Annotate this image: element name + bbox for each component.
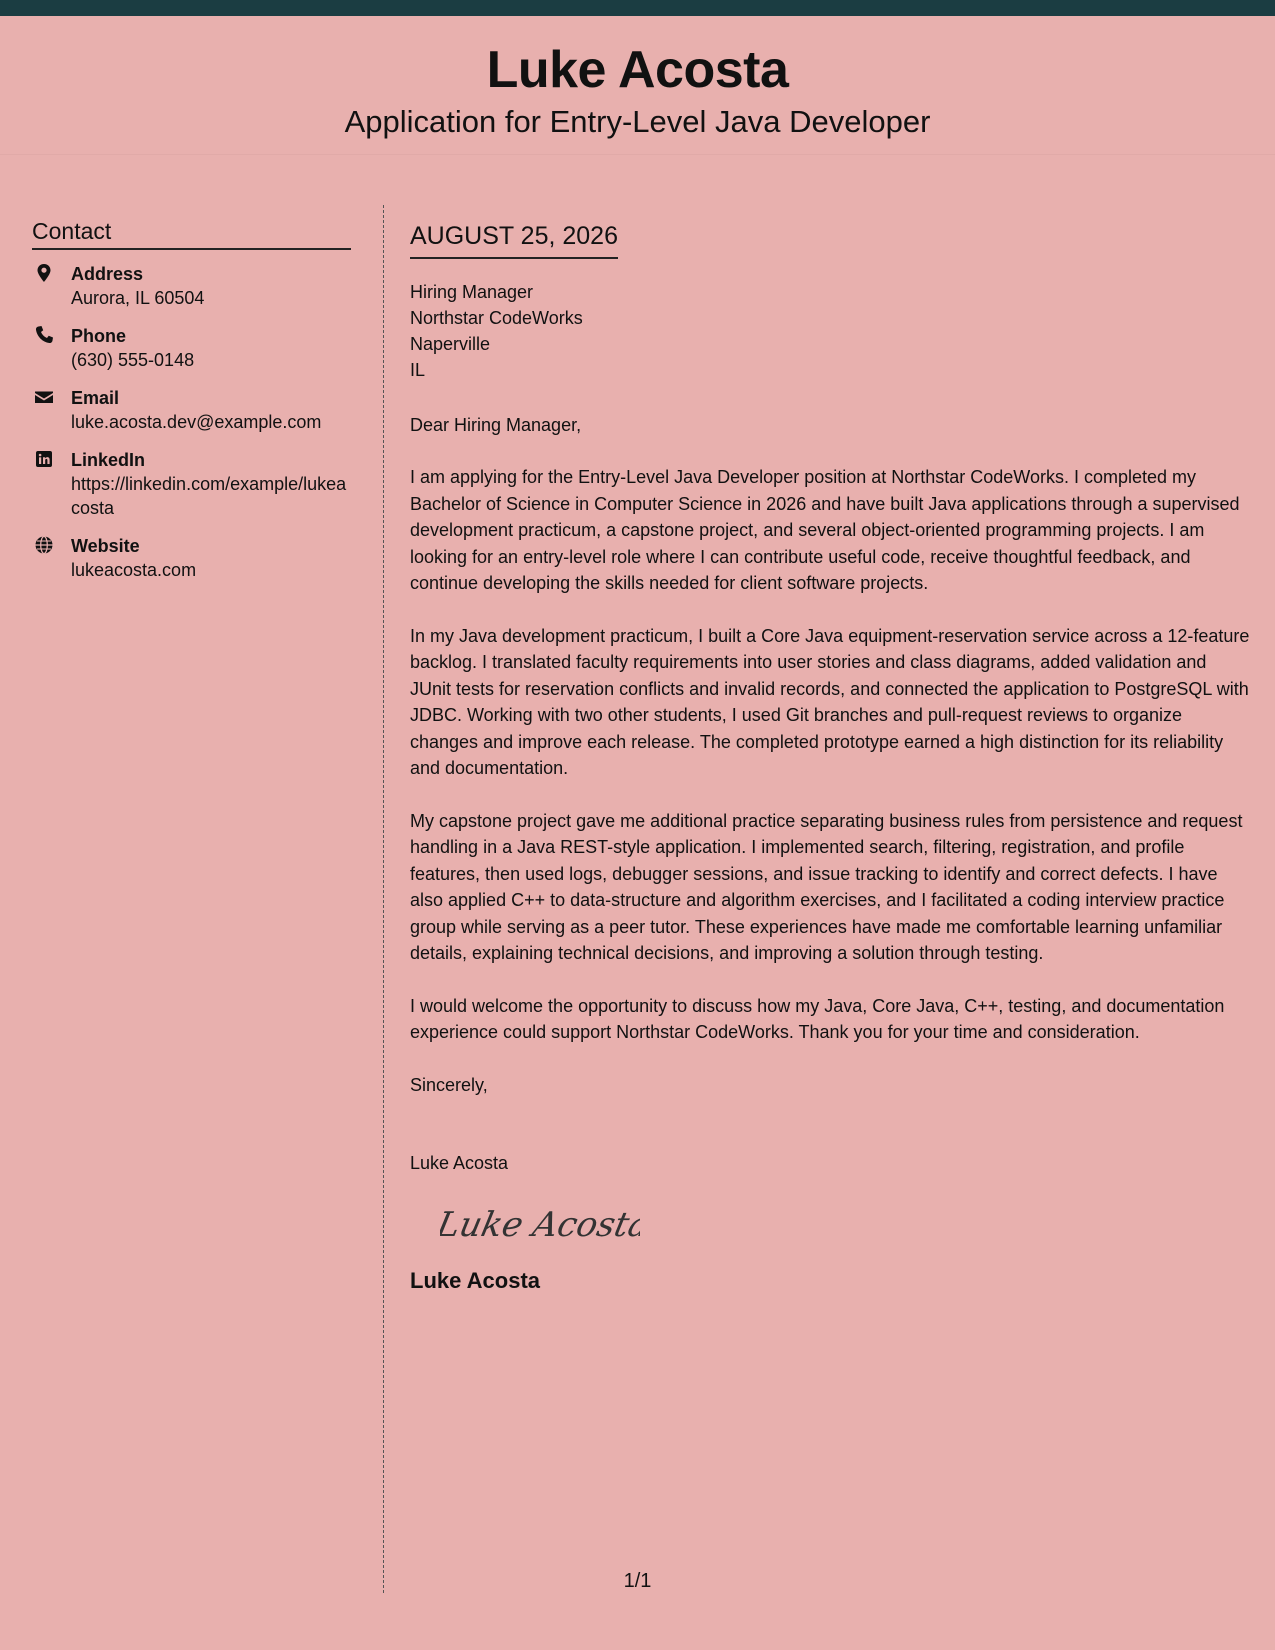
recipient-line: Northstar CodeWorks [410,308,583,328]
contact-value[interactable]: https://linkedin.com/example/lukeacosta [71,474,347,518]
contact-sidebar [32,218,351,596]
recipient-line: Hiring Manager [410,282,534,302]
contact-value: Aurora, IL 60504 [71,288,205,308]
contact-address [32,262,351,310]
contact-phone [32,324,351,372]
letter-body [410,222,1252,1294]
recipient-line: Naperville [410,334,491,354]
phone-icon [34,325,54,345]
contact-label: Address [71,264,144,284]
letter-header [0,16,1275,155]
handwritten-signature [440,1194,640,1254]
body-paragraph: In my Java development practicum, I built a Core Java equipment-reservation service across a 12-feature backlog. I translated faculty requirements into user stories and class diagrams, added validation and JUnit tests for reservation conflicts and invalid records, and connected the application to PostgreSQL with JDBC. Working with two other students, I used Git branches and pull-request reviews to organize changes and improve each release. The completed prototype earned a high distinction for its reliability and documentation. [410,625,1250,778]
envelope-icon [34,387,54,407]
contact-label: LinkedIn [71,450,146,470]
contact-value[interactable]: luke.acosta.dev@example.com [71,412,322,432]
contact-website [32,534,351,582]
closing-name: Luke Acosta [410,1152,509,1173]
contact-value[interactable]: lukeacosta.com [71,560,197,580]
application-subtitle: Application for Entry-Level Java Developer [344,104,931,139]
closing: Sincerely, [410,1074,488,1095]
page-number: 1/1 [623,1570,652,1592]
recipient-line: IL [410,360,426,380]
contact-label: Email [71,388,120,408]
contact-label: Phone [71,326,127,346]
contact-linkedin [32,448,351,520]
globe-icon [34,535,54,555]
body-paragraph: I would welcome the opportunity to discuss how my Java, Core Java, C++, testing, and documentation experience could support Northstar CodeWorks. Thank you for your time and consideration. [410,995,1225,1042]
body-paragraph: My capstone project gave me additional practice separating business rules from persistence and request handling in a Java REST-style application. I implemented search, filtering, registration, and profile features, then used logs, debugger sessions, and issue tracking to identify and correct defects. I have also applied C++ to data-structure and algorithm exercises, and I facilitated a coding interview practice group while serving as a peer tutor. These experiences have made me comfortable learning unfamiliar details, explaining technical decisions, and improving a solution through testing. [410,810,1243,963]
salutation: Dear Hiring Manager, [410,415,582,435]
map-pin-icon [34,263,54,283]
body-paragraph: I am applying for the Entry-Level Java Developer position at Northstar CodeWorks. I completed my Bachelor of Science in Computer Science in 2026 and have built Java applications through a supervised development practicum, a capstone project, and several object-oriented programming projects. I am looking for an entry-level role where I can contribute useful code, receive thoughtful feedback, and continue developing the skills needed for client software projects. [410,467,1240,593]
recipient-block [410,279,1252,383]
contact-heading: Contact [32,218,351,250]
svg-text:Luke Acosta: Luke Acosta [440,1204,640,1245]
letter-date: AUGUST 25, 2026 [410,222,618,259]
applicant-name: Luke Acosta [486,41,789,99]
contact-label: Website [71,536,140,556]
linkedin-icon [34,449,54,469]
contact-value: (630) 555-0148 [71,350,195,370]
contact-email [32,386,351,434]
column-divider [383,205,384,1593]
top-accent-bar [0,0,1275,16]
signed-name: Luke Acosta [410,1267,541,1293]
